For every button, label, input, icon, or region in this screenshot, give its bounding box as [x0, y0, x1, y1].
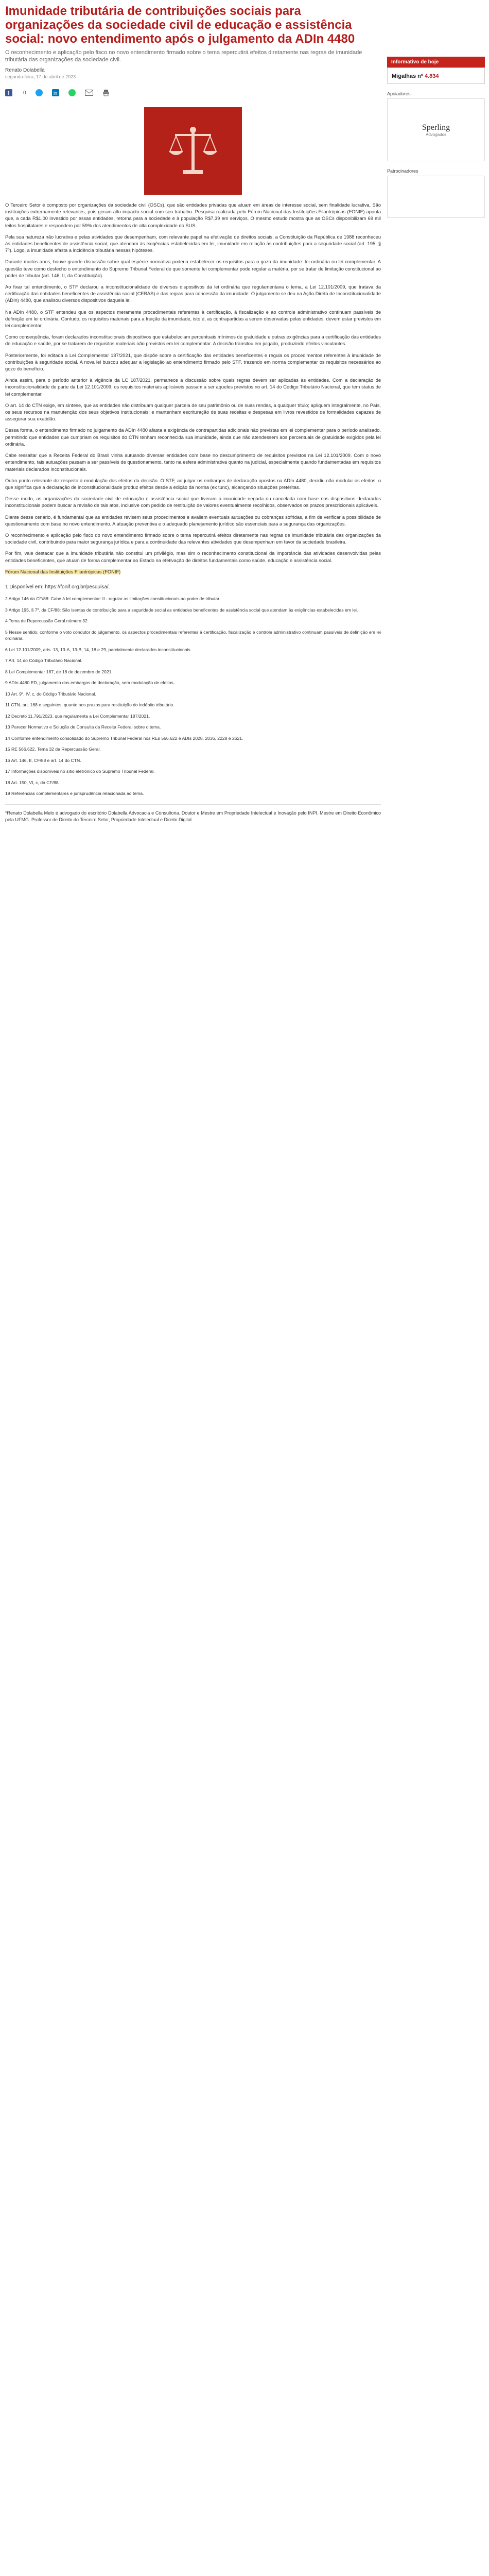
footnote: 14 Conforme entendimento consolidado do Supremo Tribunal Federal nos REs 566.622 e ADIs 2028, 2036, 2228 e 2621.	[5, 735, 243, 741]
footnote: 9 ADIn 4480 ED, julgamento dos embargos de declaração, sem modulação de efeitos.	[5, 680, 175, 686]
share-bar	[5, 87, 381, 99]
article-paragraph: Por fim, vale destacar que a imunidade tributária não constitui um privilégio, mas sim o reconhecimento constitucional da importância das atividades desenvolvidas pelas entidades beneficentes, que atuam de forma complementar ao Estado na efetivação de direitos fundamentais como saúde, educação e assistência social.	[5, 551, 381, 563]
footnote: 4 Tema de Repercussão Geral número 32.	[5, 618, 89, 624]
email-icon[interactable]	[85, 90, 93, 96]
publish-date: segunda-feira, 17 de abril de 2023	[5, 74, 76, 79]
migalhas-label: Migalhas nº	[392, 73, 423, 79]
footnote: 10 Art. 9º, IV, c, do Código Tributário Nacional.	[5, 691, 96, 697]
scales-of-justice-icon	[165, 123, 221, 179]
sponsor-name: Sperling	[422, 123, 450, 132]
share-count: 0	[23, 90, 26, 96]
article-hero-image	[144, 107, 242, 195]
newsletter-banner[interactable]: Informativo de hoje	[387, 57, 485, 67]
footnote: 7 Art. 14 do Código Tributário Nacional.	[5, 658, 82, 664]
svg-text:in: in	[53, 91, 57, 96]
article-paragraph: Ao fixar tal entendimento, o STF declarou a inconstitucionalidade de diversos dispositivos da lei ordinária que regulamentava o tema, a Lei 12.101/2009, que tratava da certificação das entidades beneficentes de assistência social (CEBAS) e das regras para concessão da imunidade. O julgamento se deu na Ação Direta de Inconstitucionalidade (ADIn) 4480, que analisou diversos dispositivos daquela lei.	[5, 284, 381, 303]
sidebar	[387, 57, 485, 225]
footnote: 15 RE 566.622, Tema 32 da Repercussão Geral.	[5, 747, 101, 752]
footnotes-title: 1 Disponível em: https://fonif.org.br/pesquisa/.	[5, 584, 110, 590]
migalhas-issue-box[interactable]	[387, 67, 485, 84]
highlighted-text[interactable]: Fórum Nacional das Instituições Filantrópicas (FONIF)	[5, 569, 121, 574]
twitter-icon[interactable]	[36, 89, 43, 96]
footnote: 3 Artigo 195, § 7º, da CF/88: São isentas de contribuição para a seguridade social as entidades beneficentes de assistência social que atendam às exigências estabelecidas em lei.	[5, 607, 358, 613]
linkedin-icon[interactable]	[52, 89, 59, 96]
footnote: 16 Art. 146, II, CF/88 e art. 14 do CTN.	[5, 757, 81, 763]
article-paragraph: Na ADIn 4480, o STF entendeu que os aspectos meramente procedimentais referentes à certificação, à fiscalização e ao controle administrativo continuam passíveis de definição em lei ordinária. Contudo, os requisitos materiais para a fruição da imunidade, isto é, as contrapartidas a serem observadas pelas entidades, devem estar previstos em lei complementar.	[5, 309, 381, 329]
article-paragraph: Posteriormente, foi editada a Lei Complementar 187/2021, que dispõe sobre a certificação das entidades beneficentes e regula os procedimentos referentes à imunidade de contribuições à seguridade social. A nova lei buscou adequar a legislação ao entendimento firmado pelo STF, trazendo em norma complementar os requisitos necessários ao gozo do benefício.	[5, 352, 381, 372]
article-title: Imunidade tributária de contribuições sociais para organizações da sociedade civil de educação e assistência social: novo entendimento após o julgamento da ADIn 4480	[5, 4, 355, 46]
footnote: 11 CTN, art. 168 e seguintes, quanto aos prazos para restituição do indébito tributário.	[5, 702, 174, 708]
sponsor-logo[interactable]	[387, 98, 485, 161]
footnote: 8 Lei Complementar 187, de 16 de dezembro de 2021.	[5, 669, 113, 674]
footnote: 19 Referências complementares e jurisprudência relacionada ao tema.	[5, 791, 144, 796]
svg-text:f: f	[8, 91, 9, 96]
facebook-icon[interactable]	[5, 89, 12, 96]
article-paragraph: O Terceiro Setor é composto por organizações da sociedade civil (OSCs), que são entidades privadas que atuam em áreas de interesse social, sem finalidade lucrativa. São instituições extremamente relevantes, pois geram alto impacto social com seu trabalho. Pesquisa realizada pelo Fórum Nacional das Instituições Filantrópicas (FONIF) aponta que, a cada R$1,00 investido por essas entidades, retorna para a sociedade e à população R$7,39 em serviços. O mesmo estudo mostra que as OSCs disponibilizam 69 mil leitos hospitalares e respondem por 59% dos atendimentos de alta complexidade do SUS.	[5, 202, 381, 228]
footnote: 6 Lei 12.101/2009, arts. 13, 13-A, 13-B, 14, 18 e 29, parcialmente declarados inconstitucionais.	[5, 647, 192, 652]
sponsors-label: Apoiadores	[387, 91, 411, 96]
footnote: 13 Parecer Normativo e Solução de Consulta da Receita Federal sobre o tema.	[5, 724, 161, 730]
sponsor-sub: Advogados	[425, 132, 447, 137]
article-paragraph: Ainda assim, para o período anterior à vigência da LC 187/2021, permanece a discussão sobre quais regras devem ser aplicadas às entidades. Com a declaração de inconstitucionalidade de parte da Lei 12.101/2009, os requisitos materiais aplicáveis passam a ser aqueles previstos no art. 14 do Código Tributário Nacional, que tem status de lei complementar.	[5, 378, 381, 397]
footnote: 18 Art. 150, VI, c, da CF/88.	[5, 779, 60, 785]
patrocinadores-label: Patrocinadores	[387, 168, 418, 174]
article-column	[5, 4, 381, 823]
article-body	[5, 202, 381, 823]
article-paragraph: Como consequência, foram declarados inconstitucionais dispositivos que estabeleciam percentuais mínimos de gratuidade e outras exigências para a certificação das entidades de educação e saúde, por se tratarem de requisitos materiais não previstos em lei complementar. A decisão transitou em julgado, produzindo efeitos vinculantes.	[5, 334, 381, 347]
print-icon[interactable]	[102, 89, 110, 96]
footnote: 5 Nesse sentido, conforme o voto condutor do julgamento, os aspectos procedimentais referentes à certificação, fiscalização e controle administrativo continuam passíveis de definição em lei ordinária.	[5, 629, 381, 641]
article-paragraph: O reconhecimento e aplicação pelo fisco do novo entendimento firmado sobre o tema repercutirá efeitos diretamente nas regras de imunidade tributária das organizações da sociedade civil, contribuindo para maior segurança jurídica e para a continuidade das relevantes atividades que desempenham em favor da sociedade brasileira.	[5, 532, 381, 545]
article-paragraph: Dessa forma, o entendimento firmado no julgamento da ADIn 4480 afasta a exigência de contrapartidas adicionais não previstas em lei complementar para o período analisado, permitindo que entidades que cumpriam os requisitos do CTN tenham reconhecida sua imunidade, ainda que não atendessem aos percentuais de gratuidade exigidos pela lei ordinária.	[5, 428, 381, 447]
article-paragraph: Desse modo, as organizações da sociedade civil de educação e assistência social que tiveram a imunidade negada ou cancelada com base nos dispositivos declarados inconstitucionais podem buscar a revisão de tais atos, inclusive com pedido de restituição de valores eventualmente recolhidos, observados os prazos prescricionais aplicáveis.	[5, 496, 381, 509]
footnote: 17 Informações disponíveis no sítio eletrônico do Supremo Tribunal Federal.	[5, 769, 155, 774]
article-paragraph: Durante muitos anos, houve grande discussão sobre qual espécie normativa poderia estabelecer os requisitos para o gozo da imunidade: lei ordinária ou lei complementar. A questão teve como desfecho o entendimento do Supremo Tribunal Federal de que somente lei complementar pode regular a matéria, por se tratar de limitação constitucional ao poder de tributar (art. 146, II, da Constituição).	[5, 259, 381, 278]
author-note: *Renato Dolabella Melo é advogado do escritório Dolabella Advocacia e Consultoria. Doutor e Mestre em Propriedade Intelectual e Inovação pelo INPI. Mestre em Direito Econômico pela UFMG. Professor de Direito do Terceiro Setor, Propriedade Intelectual e Direito Digital.	[5, 804, 381, 823]
article-paragraph: Outro ponto relevante diz respeito à modulação dos efeitos da decisão. O STF, ao julgar os embargos de declaração opostos na ADIn 4480, decidiu não modular os efeitos, o que significa que a declaração de inconstitucionalidade produz efeitos desde a edição da norma (ex tunc), alcançando situações pretéritas.	[5, 478, 381, 490]
article-paragraph: Cabe ressaltar que a Receita Federal do Brasil vinha autuando diversas entidades com base no descumprimento de requisitos previstos na Lei 12.101/2009. Com o novo entendimento, tais autuações passam a ser passíveis de questionamento, tanto na esfera administrativa quanto na judicial, especialmente quando fundamentadas em requisitos materiais declarados inconstitucionais.	[5, 453, 381, 472]
footnote: 12 Decreto 11.791/2023, que regulamenta a Lei Complementar 187/2021.	[5, 713, 150, 719]
highlight-note	[5, 569, 381, 575]
footnote: 2 Artigo 146 da CF/88: Cabe à lei complementar: II - regular as limitações constitucionais ao poder de tributar.	[5, 596, 220, 602]
article-paragraph: Pela sua natureza não lucrativa e pelas atividades que desempenham, com relevante papel na efetivação de direitos sociais, a Constituição da República de 1988 reconheceu às entidades beneficentes de assistência social, que atendam às exigências estabelecidas em lei, imunidade em relação às contribuições para a seguridade social (art. 195, § 7º). Logo, a imunidade afasta a incidência tributária nessas hipóteses.	[5, 234, 381, 253]
author-byline[interactable]: Renato Dolabella	[5, 67, 45, 73]
article-subtitle: O reconhecimento e aplicação pelo fisco no novo entendimento firmado sobre o tema repercutirá efeitos diretamente nas regras de imunidade tributária das organizações da sociedade civil.	[5, 49, 362, 63]
patrocinadores-box[interactable]	[387, 176, 485, 218]
article-paragraph: O art. 14 do CTN exige, em síntese, que as entidades não distribuam qualquer parcela de seu patrimônio ou de suas rendas, a qualquer título; apliquem integralmente, no País, os seus recursos na manutenção dos seus objetivos institucionais; e mantenham escrituração de suas receitas e despesas em livros revestidos de formalidades capazes de assegurar sua exatidão.	[5, 402, 381, 422]
whatsapp-icon[interactable]	[68, 89, 76, 96]
footnotes-list	[5, 596, 381, 797]
migalhas-number: 4.834	[424, 73, 439, 79]
article-paragraph: Diante desse cenário, é fundamental que as entidades revisem seus procedimentos e avaliem eventuais autuações ou cobranças sofridas, a fim de verificar a possibilidade de questionamento com base no novo entendimento. A atuação preventiva e o adequado planejamento jurídico são essenciais para a segurança das organizações.	[5, 514, 381, 527]
